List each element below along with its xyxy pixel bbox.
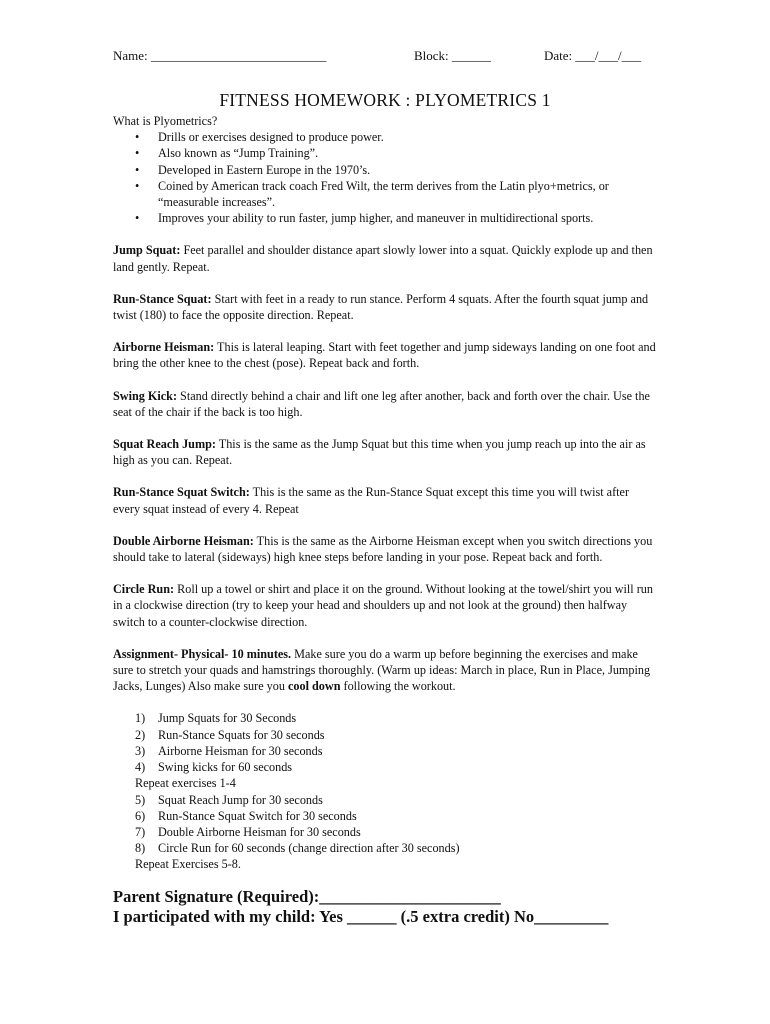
header-fields <box>0 48 770 66</box>
step-number: 2) <box>135 727 146 742</box>
parent-signature-line: Parent Signature (Required):______________________ <box>113 886 501 906</box>
exercise-description: This is lateral leaping. Start with feet together and jump sideways landing on one foot and bring the other knee to the chest (pose). Repeat back and forth. <box>113 340 656 371</box>
exercise-jump-squat <box>113 242 658 274</box>
step-text: Run-Stance Squat Switch for 30 seconds <box>158 808 357 823</box>
block-field: Block: ______ <box>414 48 491 63</box>
workout-step <box>113 759 658 775</box>
exercise-name: Swing Kick: <box>113 388 177 403</box>
exercise-run-stance-squat <box>113 291 658 323</box>
exercise-name: Jump Squat: <box>113 243 181 258</box>
exercise-swing-kick <box>113 388 658 420</box>
step-number: 6) <box>135 808 146 823</box>
workout-step <box>113 743 658 759</box>
assignment-text: Make sure you do a warm up before beginning the exercises and make sure to stretch your quads and hamstrings thoroughly. (Warm up ideas: March in place, Run in Place, Jumping Jacks, Lunges) Also make sure you <box>113 646 651 694</box>
exercise-airborne-heisman <box>113 339 658 371</box>
exercise-description: Roll up a towel or shirt and place it on the ground. Without looking at the towel/shirt you will run in a clockwise direction (try to keep your head and shoulders up and not look at the ground) then halfway switch to a counter-clockwise direction. <box>113 582 653 629</box>
workout-step <box>113 808 658 824</box>
exercise-description: Feet parallel and shoulder distance apart slowly lower into a squat. Quickly explode up and then land gently. Repeat. <box>113 243 653 274</box>
intro-bullet: • Coined by American track coach Fred Wilt, the term derives from the Latin plyo+metrics, or “measurable increases”. <box>113 178 658 210</box>
exercise-double-airborne-heisman <box>113 533 658 565</box>
step-number: 3) <box>135 743 146 758</box>
name-field: Name: ___________________________ <box>113 48 327 63</box>
step-number: 4) <box>135 760 146 775</box>
step-text: Airborne Heisman for 30 seconds <box>158 743 323 758</box>
date-field: Date: ___/___/___ <box>544 48 642 63</box>
workout-step <box>113 727 658 743</box>
step-text: Squat Reach Jump for 30 seconds <box>158 792 323 807</box>
step-text: Run-Stance Squats for 30 seconds <box>158 727 325 742</box>
exercise-description: This is the same as the Airborne Heisman except when you switch directions you should take to lateral (sideways) high knee steps before landing in your pose. Repeat back and forth. <box>113 533 653 565</box>
intro-bullet: • Drills or exercises designed to produce power. <box>113 129 658 145</box>
step-number: 5) <box>135 792 146 807</box>
intro-bullet: • Developed in Eastern Europe in the 1970’s. <box>113 162 658 178</box>
document-body <box>113 113 658 927</box>
exercise-description: This is the same as the Run-Stance Squat except this time you will twist after every squat instead of every 4. Repeat <box>113 485 630 516</box>
intro-bullet: • Also known as “Jump Training”. <box>113 145 658 161</box>
participation-line: I participated with my child: Yes ______ (.5 extra credit) No_________ <box>113 906 609 926</box>
step-text: Jump Squats for 30 Seconds <box>158 711 297 726</box>
exercise-name: Run-Stance Squat Switch: <box>113 485 250 500</box>
signature-section <box>113 887 658 927</box>
step-number: 1) <box>135 711 146 726</box>
repeat-instruction <box>113 856 658 872</box>
exercise-description: Stand directly behind a chair and lift one leg after another, back and forth over the chair. Use the seat of the chair if the back is too high. <box>113 388 650 419</box>
workout-step-list <box>113 710 658 872</box>
step-number: 7) <box>135 824 146 839</box>
exercise-description: This is the same as the Jump Squat but this time when you jump reach up into the air as high as you can. Repeat. <box>113 437 646 468</box>
step-text: Repeat exercises 1-4 <box>135 776 236 791</box>
exercise-description: Start with feet in a ready to run stance. Perform 4 squats. After the fourth squat jump and twist (180) to face the opposite direction. Repeat. <box>113 291 649 323</box>
step-text: Swing kicks for 60 seconds <box>158 760 293 775</box>
exercise-name: Run-Stance Squat: <box>113 291 212 306</box>
intro-bullet-list <box>113 129 658 226</box>
assignment-paragraph <box>113 646 658 695</box>
exercise-squat-reach-jump <box>113 436 658 468</box>
exercise-name: Squat Reach Jump: <box>113 437 216 452</box>
intro-question: What is Plyometrics? <box>113 114 218 128</box>
exercise-name: Double Airborne Heisman: <box>113 533 254 548</box>
step-number: 8) <box>135 841 146 856</box>
assignment-text-end: following the workout. <box>340 679 456 694</box>
page-title: FITNESS HOMEWORK : PLYOMETRICS 1 <box>219 90 551 110</box>
repeat-instruction <box>113 775 658 791</box>
exercise-name: Airborne Heisman: <box>113 340 215 355</box>
exercise-run-stance-squat-switch <box>113 484 658 516</box>
cool-down-emphasis: cool down <box>288 679 341 694</box>
step-text: Repeat Exercises 5-8. <box>135 857 241 872</box>
workout-step <box>113 792 658 808</box>
workout-step <box>113 710 658 726</box>
workout-step <box>113 840 658 856</box>
exercise-circle-run <box>113 581 658 630</box>
assignment-label: Assignment- Physical- 10 minutes. <box>113 646 292 661</box>
workout-step <box>113 824 658 840</box>
step-text: Circle Run for 60 seconds (change direction after 30 seconds) <box>158 841 460 856</box>
intro-bullet: • Improves your ability to run faster, jump higher, and maneuver in multidirectional sports. <box>113 210 658 226</box>
exercise-name: Circle Run: <box>113 582 175 597</box>
step-text: Double Airborne Heisman for 30 seconds <box>158 824 361 839</box>
